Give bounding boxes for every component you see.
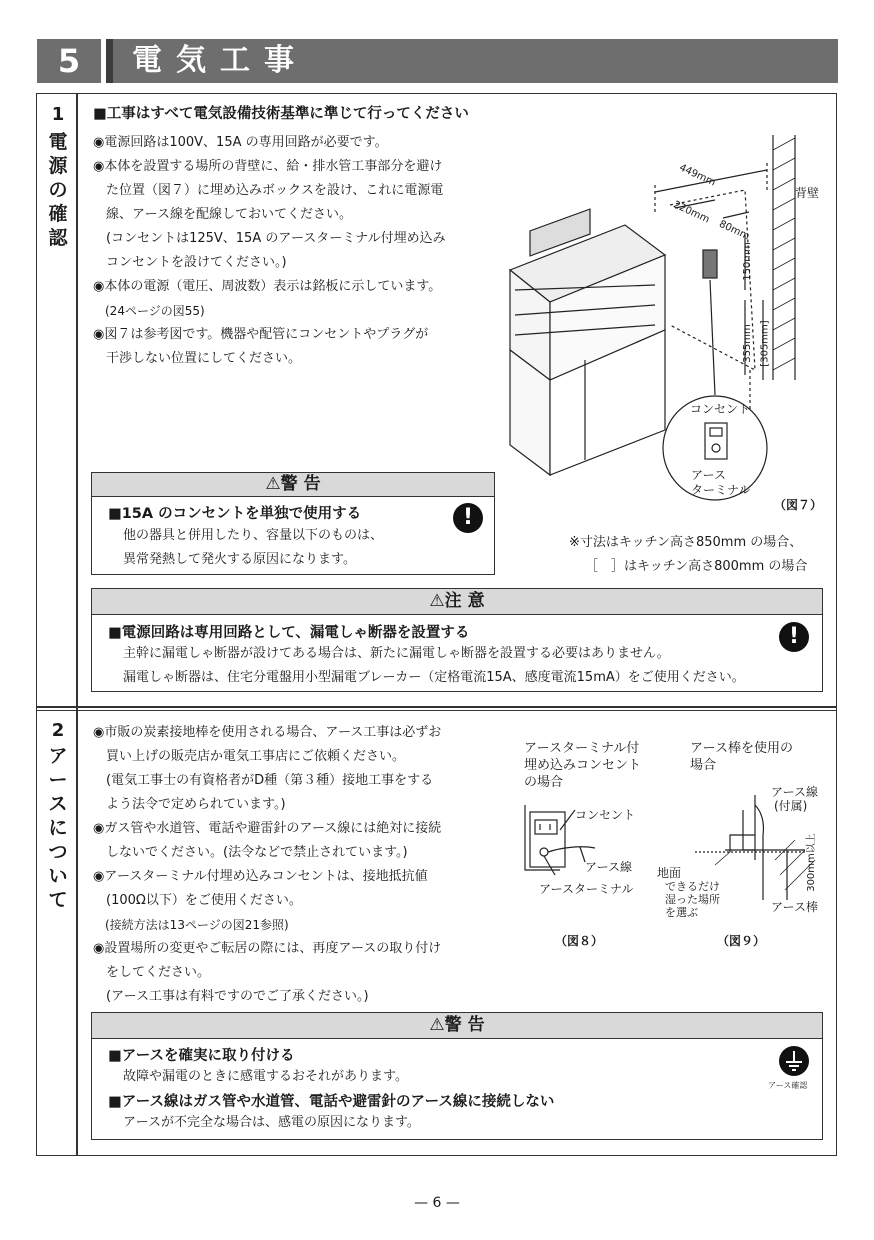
section2-line: ◉ガス管や水道管、電話や避雷針のアース線には絶対に接続 — [93, 821, 442, 836]
wall-label: 背壁 — [795, 186, 820, 200]
section1-line: ◉電源回路は100V、15A の専用回路が必要です。 — [93, 135, 388, 150]
section-divider — [36, 706, 837, 708]
figure-7-caption: （図７） — [774, 498, 823, 512]
figure-9-note — [665, 880, 720, 919]
dim-150: 150mm — [741, 242, 753, 281]
dim-80: 80mm — [717, 218, 752, 243]
section1-line: ◉本体を設置する場所の背壁に、給・排水管工事部分を避け — [93, 159, 443, 174]
section2-warning-line-1: 故障や漏電のときに感電するおそれがあります。 — [123, 1069, 408, 1084]
section1-line: 線、アース線を配線しておいてください。 — [93, 207, 352, 222]
page-number: — 6 — — [414, 1195, 460, 1211]
figure-9-wire-note: (付属) — [774, 799, 808, 813]
section2-line: (アース工事は有料ですのでご了承ください。) — [93, 989, 369, 1004]
chapter-title-accent — [106, 39, 113, 83]
section1-line: ◉図７は参考図です。機器や配管にコンセントやプラグが — [93, 327, 429, 342]
figure-9-wire: アース線 — [771, 785, 819, 799]
section1-line: 干渉しない位置にしてください。 — [93, 351, 302, 366]
section1-title: 電源の確認 — [48, 131, 68, 249]
caution-icon: ! — [779, 622, 809, 652]
section2-line: (電気工事士の有資格者がD種（第３種）接地工事をする — [93, 773, 434, 788]
figure-8-wire: アース線 — [585, 860, 633, 874]
section1-line: ◉本体の電源（電圧、周波数）表示は銘板に示しています。 — [93, 279, 442, 294]
figure-7-diagram — [505, 130, 830, 510]
section2-line: 買い上げの販売店か電気工事店にご依頼ください。 — [93, 749, 406, 764]
section2-warning-title: ⚠警 告 — [92, 1013, 822, 1039]
prohibition-icon: ! — [453, 503, 483, 533]
figure-9-caption: （図９） — [717, 934, 766, 948]
figure-9-ground: 地面 — [657, 866, 682, 880]
section2-body — [93, 721, 441, 1009]
dim-355: 355mm — [741, 324, 753, 363]
section2-number: 2 — [51, 720, 65, 741]
figure-8-title-line: アースターミナル付 — [524, 741, 640, 756]
section2-line: ◉アースターミナル付埋め込みコンセントは、接地抵抗値 — [93, 869, 428, 884]
figure-8-caption: （図８） — [555, 934, 604, 948]
section-divider-double — [36, 710, 837, 711]
section1-line: (24ページの図55) — [93, 304, 205, 318]
section2-line: しないでください。(法令などで禁止されています。) — [93, 845, 408, 860]
section1-line: コンセントを設けてください。) — [93, 255, 287, 270]
section2-warning-heading-2: ■アース線はガス管や水道管、電話や避雷針のアース線に接続しない — [108, 1094, 555, 1110]
warning-line: 異常発熱して発火する原因になります。 — [123, 552, 356, 567]
caution-line: 主幹に漏電しゃ断器が設けてある場合は、新たに漏電しゃ断器を設置する必要はありません。 — [123, 646, 670, 661]
section2-line: をしてください。 — [93, 965, 211, 980]
warning-line: 他の器具と併用したり、容量以下のものは、 — [123, 528, 384, 543]
section2-warning-line-2: アースが不完全な場合は、感電の原因になります。 — [123, 1115, 420, 1130]
figure-9-depth: 300mm以上 — [805, 833, 817, 892]
figure-9-note-line: を選ぶ — [665, 906, 698, 919]
caution-line: 漏電しゃ断器は、住宅分電盤用小型漏電ブレーカー（定格電流15A、感度電流15mA）をご使用ください。 — [123, 670, 745, 685]
figure-9-title-line: アース棒を使用の — [690, 741, 793, 756]
warning-heading: ■15A のコンセントを単独で使用する — [108, 506, 362, 522]
section1-heading: ■工事はすべて電気設備技術基準に準じて行ってください — [93, 106, 469, 122]
earth-check-icon — [778, 1045, 810, 1077]
dim-305: [305mm] — [759, 320, 771, 367]
caution-title: ⚠注 意 — [92, 589, 822, 615]
figure-8-title-line: の場合 — [524, 775, 564, 790]
section2-line: ◉設置場所の変更やご転居の際には、再度アースの取り付け — [93, 941, 442, 956]
figure-8-title — [524, 740, 641, 791]
caution-heading: ■電源回路は専用回路として、漏電しゃ断器を設置する — [108, 625, 470, 641]
section2-title: アースについて — [48, 745, 68, 911]
section1-line: た位置（図７）に埋め込みボックスを設け、これに電源電 — [93, 183, 444, 198]
earth-check-label: アース確認 — [768, 1081, 808, 1090]
section2-line: (100Ω以下）をご使用ください。 — [93, 893, 302, 908]
warning-title: ⚠警 告 — [92, 473, 494, 497]
outlet-label: コンセント — [690, 402, 751, 416]
earth-label-2: ターミナル — [691, 483, 751, 497]
earth-label-1: アース — [691, 468, 727, 482]
figure-9-title-line: 場合 — [690, 758, 717, 773]
figure-8-outlet: コンセント — [575, 808, 636, 822]
chapter-title: 電気工事 — [132, 43, 308, 78]
section2-line: ◉市販の炭素接地棒を使用される場合、アース工事は必ずお — [93, 725, 442, 740]
figure-9-note-line: できるだけ — [665, 880, 720, 893]
section1-line: (コンセントは125V、15A のアースターミナル付埋め込み — [93, 231, 446, 246]
figure-8-title-line: 埋め込みコンセント — [524, 758, 642, 773]
section1-body — [93, 131, 446, 371]
section2-line: よう法令で定められています。) — [93, 797, 286, 812]
side-column-divider — [76, 93, 78, 1156]
figure-7-note-1: ※寸法はキッチン高さ850mm の場合、 — [569, 535, 803, 550]
section1-number: 1 — [51, 104, 65, 125]
chapter-number: 5 — [37, 39, 101, 83]
section2-line: (接続方法は13ページの図21参照) — [93, 918, 289, 932]
section2-warning-heading-1: ■アースを確実に取り付ける — [108, 1048, 295, 1064]
figure-8-terminal: アースターミナル — [539, 882, 634, 896]
dim-449: 449mm — [677, 162, 718, 189]
figure-9-rod: アース棒 — [771, 900, 819, 914]
figure-9-title — [690, 740, 793, 774]
figure-7-note-2: ［ ］はキッチン高さ800mm の場合 — [585, 559, 808, 574]
dim-220: 220mm — [671, 199, 712, 226]
figure-9-note-line: 湿った場所 — [665, 893, 720, 906]
